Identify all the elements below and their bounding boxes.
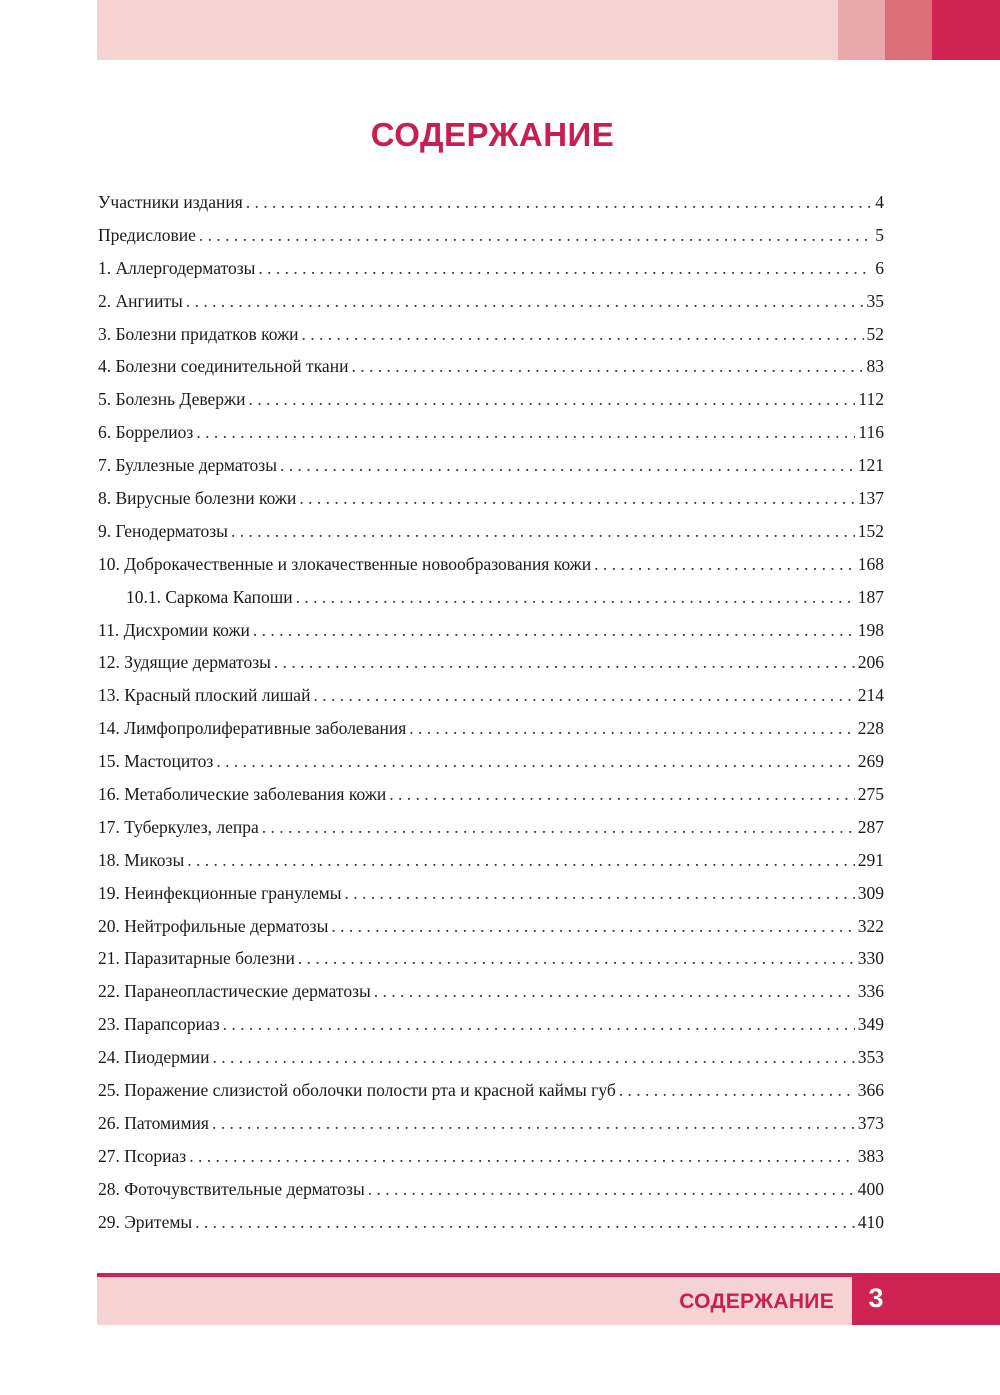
- toc-entry-title: 14. Лимфопролиферативные заболевания: [98, 718, 407, 739]
- toc-entry: [98, 383, 884, 416]
- toc-entry: [98, 646, 884, 679]
- toc-dot-leader: [298, 942, 855, 974]
- toc-entry-page: 349: [857, 1014, 884, 1035]
- toc-entry-title: 18. Микозы: [98, 849, 185, 870]
- toc-entry-page: 6: [875, 257, 884, 278]
- toc-entry-page: 228: [857, 718, 884, 739]
- toc-entry-title: 4. Болезни соединительной ткани: [98, 356, 349, 377]
- toc-entry: [98, 1107, 884, 1140]
- toc-entry-title: 15. Мастоцитоз: [98, 751, 214, 772]
- toc-entry: [98, 1074, 884, 1107]
- toc-dot-leader: [187, 844, 855, 876]
- toc-dot-leader: [216, 745, 854, 777]
- toc-entry-title: 6. Боррелиоз: [98, 422, 194, 443]
- toc-dot-leader: [246, 186, 872, 218]
- toc-entry-title: 12. Зудящие дерматозы: [98, 652, 271, 673]
- toc-dot-leader: [253, 614, 855, 646]
- toc-entry: [98, 910, 884, 943]
- toc-entry-title: 1. Аллергодерматозы: [98, 257, 256, 278]
- toc-entry: [98, 1206, 884, 1239]
- toc-entry: [98, 1140, 884, 1173]
- toc-entry: [98, 679, 884, 712]
- toc-entry-page: 83: [866, 356, 884, 377]
- toc-entry-page: 112: [858, 389, 884, 410]
- toc-dot-leader: [212, 1107, 855, 1139]
- toc-entry-page: 330: [857, 948, 884, 969]
- toc-entry: [98, 614, 884, 647]
- toc-entry-page: 291: [857, 849, 884, 870]
- toc-entry-page: 383: [857, 1145, 884, 1166]
- toc-entry-page: 373: [857, 1112, 884, 1133]
- toc-entry-page: 152: [857, 520, 884, 541]
- toc-entry-title: Предисловие: [98, 224, 196, 245]
- toc-entry-title: 16. Метаболические заболевания кожи: [98, 784, 387, 805]
- toc-entry-title: 21. Паразитарные болезни: [98, 948, 295, 969]
- toc-entry: [98, 1173, 884, 1206]
- toc-dot-leader: [199, 219, 872, 251]
- toc-entry-title: 25. Поражение слизистой оболочки полости рта и красной каймы губ: [98, 1080, 616, 1101]
- toc-dot-leader: [594, 548, 855, 580]
- toc-entry: [98, 745, 884, 778]
- toc-entry: [98, 252, 884, 285]
- toc-entry: [98, 811, 884, 844]
- toc-entry-page: 121: [857, 455, 884, 476]
- toc-dot-leader: [344, 877, 854, 909]
- toc-entry-page: 206: [857, 652, 884, 673]
- toc-entry: [98, 778, 884, 811]
- header-swatch-light: [838, 0, 885, 60]
- toc-entry-title: 22. Паранеопластические дерматозы: [98, 981, 371, 1002]
- table-of-contents: [98, 186, 884, 1239]
- toc-entry-page: 410: [857, 1211, 884, 1232]
- toc-dot-leader: [619, 1074, 855, 1106]
- toc-entry: [98, 186, 884, 219]
- toc-entry-page: 168: [857, 553, 884, 574]
- toc-dot-leader: [186, 285, 864, 317]
- toc-entry-title: 10.1. Саркома Капоши: [126, 586, 293, 607]
- toc-entry-title: 17. Туберкулез, лепра: [98, 816, 259, 837]
- toc-dot-leader: [368, 1173, 855, 1205]
- toc-entry-page: 269: [857, 751, 884, 772]
- toc-entry: [98, 318, 884, 351]
- toc-entry-title: 11. Дисхромии кожи: [98, 619, 250, 640]
- toc-dot-leader: [212, 1041, 854, 1073]
- toc-entry-title: 26. Патомимия: [98, 1112, 209, 1133]
- toc-entry: [98, 285, 884, 318]
- toc-entry-title: 8. Вирусные болезни кожи: [98, 488, 297, 509]
- toc-dot-leader: [351, 350, 863, 382]
- toc-entry-title: 19. Неинфекционные гранулемы: [98, 882, 342, 903]
- toc-dot-leader: [262, 811, 855, 843]
- toc-entry-page: 5: [875, 224, 884, 245]
- toc-entry: [98, 482, 884, 515]
- toc-entry: [98, 548, 884, 581]
- toc-entry-page: 322: [857, 915, 884, 936]
- toc-entry-title: 13. Красный плоский лишай: [98, 685, 311, 706]
- toc-dot-leader: [296, 581, 855, 613]
- toc-dot-leader: [189, 1140, 855, 1172]
- toc-entry-title: 28. Фоточувствительные дерматозы: [98, 1178, 365, 1199]
- toc-entry-page: 214: [857, 685, 884, 706]
- toc-entry: [98, 219, 884, 252]
- toc-entry: [98, 350, 884, 383]
- toc-entry-title: 27. Псориаз: [98, 1145, 187, 1166]
- toc-entry: [98, 1008, 884, 1041]
- toc-entry-page: 35: [866, 290, 884, 311]
- toc-dot-leader: [258, 252, 872, 284]
- toc-dot-leader: [409, 712, 854, 744]
- toc-entry-page: 400: [857, 1178, 884, 1199]
- toc-entry-page: 336: [857, 981, 884, 1002]
- footer-section-label: СОДЕРЖАНИЕ: [679, 1290, 834, 1313]
- toc-entry-title: 23. Парапсориаз: [98, 1014, 220, 1035]
- toc-entry-title: 20. Нейтрофильные дерматозы: [98, 915, 329, 936]
- toc-dot-leader: [223, 1008, 855, 1040]
- toc-entry-page: 353: [857, 1047, 884, 1068]
- toc-dot-leader: [302, 318, 864, 350]
- toc-entry-title: 10. Доброкачественные и злокачественные новообразования кожи: [98, 553, 592, 574]
- toc-entry-title: Участники издания: [98, 192, 243, 212]
- toc-dot-leader: [331, 910, 854, 942]
- toc-entry-title: 5. Болезнь Девержи: [98, 389, 246, 410]
- toc-entry: [98, 844, 884, 877]
- toc-entry: [98, 877, 884, 910]
- toc-entry-title: 9. Генодерматозы: [98, 520, 228, 541]
- toc-dot-leader: [280, 449, 855, 481]
- toc-entry: [98, 942, 884, 975]
- toc-entry-page: 275: [857, 784, 884, 805]
- toc-dot-leader: [195, 1206, 855, 1238]
- toc-dot-leader: [313, 679, 854, 711]
- toc-entry: [98, 712, 884, 745]
- toc-entry: [98, 1041, 884, 1074]
- toc-entry: [98, 449, 884, 482]
- toc-dot-leader: [389, 778, 855, 810]
- toc-dot-leader: [196, 416, 855, 448]
- toc-entry-page: 198: [857, 619, 884, 640]
- toc-entry-page: 4: [875, 192, 884, 212]
- toc-entry-title: 24. Пиодермии: [98, 1047, 210, 1068]
- toc-entry-page: 137: [857, 488, 884, 509]
- toc-entry-title: 2. Ангииты: [98, 290, 183, 311]
- toc-dot-leader: [374, 975, 855, 1007]
- toc-dot-leader: [299, 482, 854, 514]
- toc-entry-title: 3. Болезни придатков кожи: [98, 323, 299, 344]
- page-number: 3: [868, 1283, 884, 1313]
- toc-entry-page: 116: [858, 422, 884, 443]
- toc-dot-leader: [231, 515, 855, 547]
- toc-entry-title: 7. Буллезные дерматозы: [98, 455, 277, 476]
- toc-entry-title: 29. Эритемы: [98, 1211, 193, 1232]
- toc-entry-page: 309: [857, 882, 884, 903]
- toc-dot-leader: [248, 383, 855, 415]
- page-title: СОДЕРЖАНИЕ: [370, 116, 615, 153]
- header-swatch-medium: [885, 0, 932, 60]
- toc-dot-leader: [274, 646, 855, 678]
- toc-entry-page: 52: [866, 323, 884, 344]
- toc-entry: [98, 975, 884, 1008]
- toc-entry: [98, 581, 884, 614]
- header-swatch-dark: [932, 0, 1000, 60]
- toc-entry: [98, 416, 884, 449]
- toc-entry: [98, 515, 884, 548]
- toc-entry-page: 287: [857, 816, 884, 837]
- toc-entry-page: 187: [857, 586, 884, 607]
- toc-entry-page: 366: [857, 1080, 884, 1101]
